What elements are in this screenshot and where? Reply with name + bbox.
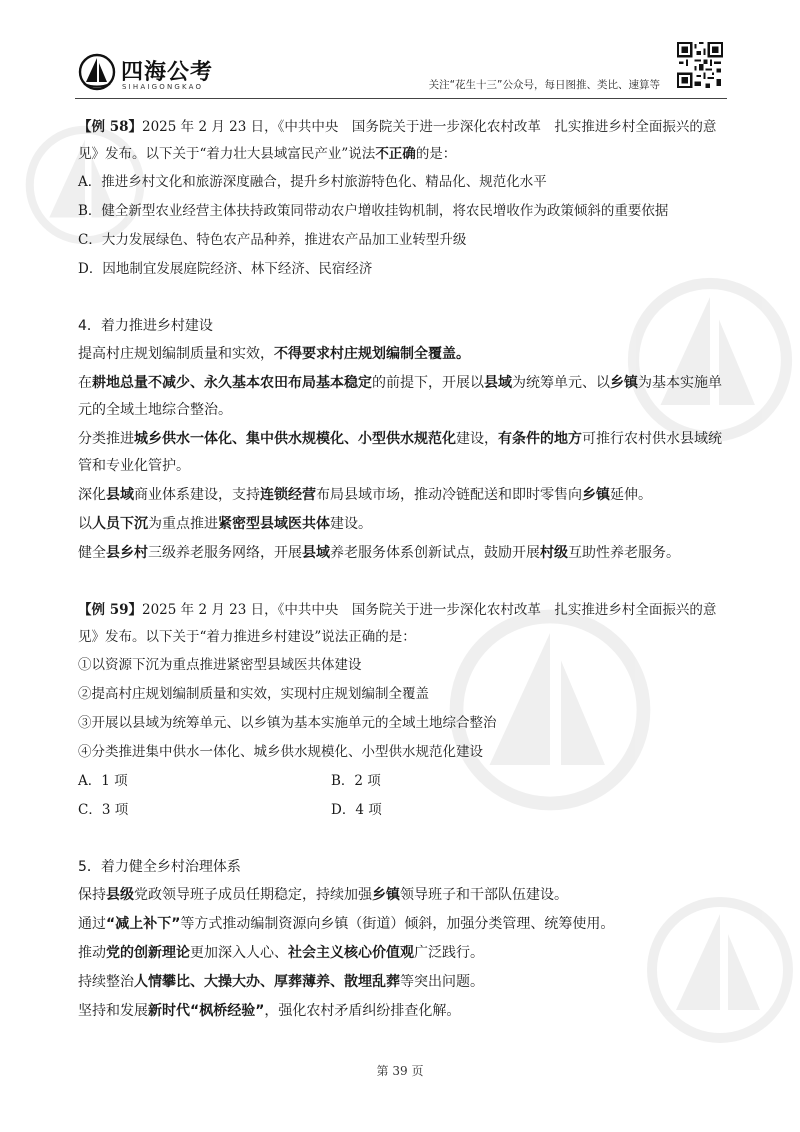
- brand-subtitle: SIHAIGONGKAO: [122, 83, 204, 91]
- question-59-stem: 【例 59】2025 年 2 月 23 日，《中共中央 国务院关于进一步深化农村改革 扎实推进乡村全面振兴的意见》发布。以下关于“着力推进乡村建设”说法正确的是：: [78, 602, 717, 645]
- question-59-option-b: B．2 项: [331, 773, 381, 789]
- question-59-option-d: D．4 项: [331, 802, 382, 818]
- section-5-paragraph: 保持县级党政领导班子成员任期稳定，持续加强乡镇领导班子和干部队伍建设。: [78, 887, 568, 903]
- page-header: [0, 0, 800, 100]
- question-59-option-a: A．1 项: [78, 773, 128, 789]
- question-59-item: ②提高村庄规划编制质量和实效，实现村庄规划编制全覆盖: [78, 686, 429, 702]
- question-tag: 【例 58】: [78, 119, 142, 135]
- qr-code-icon: [677, 42, 723, 88]
- question-59-item: ④分类推进集中供水一体化、城乡供水规模化、小型供水规范化建设: [78, 744, 483, 760]
- section-5-paragraph: 通过“减上补下”等方式推动编制资源向乡镇（街道）倾斜，加强分类管理、统筹使用。: [78, 916, 615, 932]
- section-5-paragraph: 推动党的创新理论更加深入人心、社会主义核心价值观广泛践行。: [78, 945, 484, 961]
- section-5-paragraph: 持续整治人情攀比、大操大办、厚葬薄养、散埋乱葬等突出问题。: [78, 974, 484, 990]
- section-4-paragraph: 分类推进城乡供水一体化、集中供水规模化、小型供水规范化建设，有条件的地方可推行农村供水县域统管和专业化管护。: [78, 431, 722, 474]
- page-number: 第 39 页: [376, 1064, 424, 1078]
- question-58-option-c: C．大力发展绿色、特色农产品种养，推进农产品加工业转型升级: [78, 232, 467, 248]
- section-4-paragraph: 在耕地总量不减少、永久基本农田布局基本稳定的前提下，开展以县域为统筹单元、以乡镇为基本实施单元的全域土地综合整治。: [78, 375, 722, 418]
- section-4-paragraph: 以人员下沉为重点推进紧密型县域医共体建设。: [78, 516, 372, 532]
- brand-name: 四海公考: [121, 60, 214, 85]
- question-58-option-d: D．因地制宜发展庭院经济、林下经济、民宿经济: [78, 261, 373, 277]
- header-divider: [75, 98, 727, 99]
- section-5-paragraph: 坚持和发展新时代“枫桥经验”，强化农村矛盾纠纷排查化解。: [78, 1003, 461, 1019]
- question-tag: 【例 59】: [78, 602, 142, 618]
- question-59-option-c: C．3 项: [78, 802, 129, 818]
- section-5-title: 5．着力健全乡村治理体系: [78, 859, 241, 875]
- section-4-title: 4．着力推进乡村建设: [78, 318, 213, 334]
- question-59-item: ③开展以县域为统筹单元、以乡镇为基本实施单元的全域土地综合整治: [78, 715, 497, 731]
- question-58-option-a: A．推进乡村文化和旅游深度融合，提升乡村旅游特色化、精品化、规范化水平: [78, 174, 547, 190]
- section-4-paragraph: 深化县域商业体系建设，支持连锁经营布局县域市场，推动冷链配送和即时零售向乡镇延伸。: [78, 487, 652, 503]
- question-59-item: ①以资源下沉为重点推进紧密型县域医共体建设: [78, 657, 362, 673]
- question-58-option-b: B．健全新型农业经营主体扶持政策同带动农户增收挂钩机制，将农民增收作为政策倾斜的重要依据: [78, 203, 669, 219]
- section-4-paragraph: 提高村庄规划编制质量和实效，不得要求村庄规划编制全覆盖。: [78, 346, 470, 362]
- question-59-options: [78, 767, 728, 825]
- sailboat-logo-icon: [78, 52, 116, 92]
- page-content: [78, 114, 728, 1027]
- section-4-paragraph: 健全县乡村三级养老服务网络，开展县域养老服务体系创新试点，鼓励开展村级互助性养老服务。: [78, 545, 680, 561]
- question-58-stem: 【例 58】2025 年 2 月 23 日，《中共中央 国务院关于进一步深化农村改革 扎实推进乡村全面振兴的意见》发布。以下关于“着力壮大县域富民产业”说法不正确的是：: [78, 119, 717, 162]
- header-tagline: 关注“花生十三”公众号，每日图推、类比、速算等: [428, 79, 660, 91]
